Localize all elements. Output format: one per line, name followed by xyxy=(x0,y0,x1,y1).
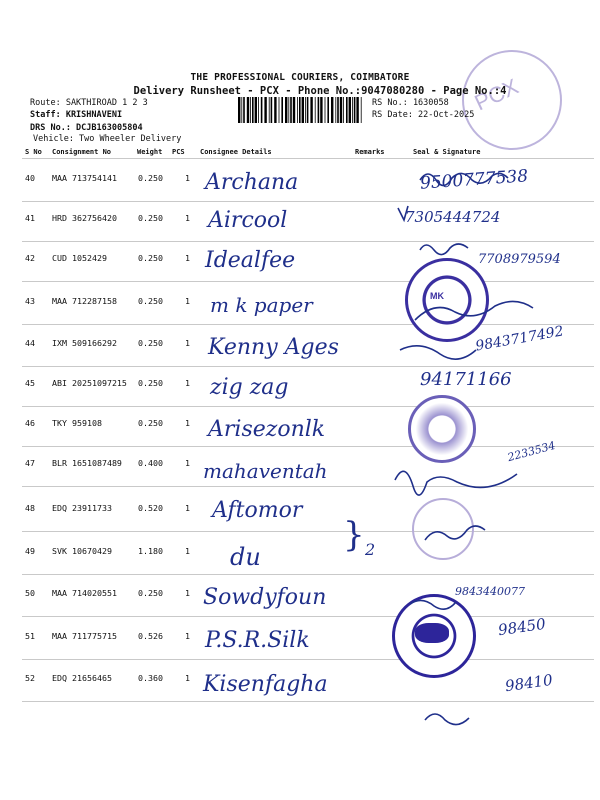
consignee-handwriting: mahaventah xyxy=(203,459,328,483)
row-pcs: 1 xyxy=(185,418,190,428)
row-pcs: 1 xyxy=(185,338,190,348)
signature-handwriting: 9843717492 xyxy=(474,323,565,355)
signature-stroke xyxy=(425,714,469,725)
row-weight: 0.250 xyxy=(138,296,163,306)
col-remarks: Remarks xyxy=(355,148,385,156)
row-weight: 1.180 xyxy=(138,546,163,556)
signature-stroke xyxy=(410,600,456,609)
row-sno: 51 xyxy=(25,631,35,641)
row-weight: 0.520 xyxy=(138,503,163,513)
row-weight: 0.250 xyxy=(138,173,163,183)
signature-handwriting: 7708979594 xyxy=(478,252,561,267)
consignee-handwriting: Kenny Ages xyxy=(208,335,339,360)
signature-stroke xyxy=(398,206,408,220)
runsheet-title: Delivery Runsheet - PCX - Phone No.:9047080280 - Page No.:4 xyxy=(133,85,507,97)
row-sno: 41 xyxy=(25,213,35,223)
row-sno: 42 xyxy=(25,253,35,263)
row-sno: 46 xyxy=(25,418,35,428)
row-consignment-no: EDQ 21656465 xyxy=(52,673,112,683)
row-pcs: 1 xyxy=(185,296,190,306)
row-consignment-no: TKY 959108 xyxy=(52,418,102,428)
consignee-handwriting: Sowdyfoun xyxy=(203,585,327,610)
row-sno: 40 xyxy=(25,173,35,183)
signature-stroke xyxy=(420,244,468,255)
row-pcs: 1 xyxy=(185,631,190,641)
consignee-handwriting: m k paper xyxy=(210,293,313,317)
signature-handwriting: 9500777538 xyxy=(419,166,529,194)
consignee-handwriting: Idealfee xyxy=(205,248,296,273)
bracket-note: } xyxy=(343,515,365,555)
signature-stroke xyxy=(415,301,533,320)
row-consignment-no: IXM 509166292 xyxy=(52,338,117,348)
signature-handwriting: 7305444724 xyxy=(405,208,501,226)
signature-handwriting: 94171166 xyxy=(420,369,512,390)
row-consignment-no: SVK 10670429 xyxy=(52,546,112,556)
row-sno: 43 xyxy=(25,296,35,306)
consignee-handwriting: Archana xyxy=(205,170,299,195)
route-line: Route: SAKTHIROAD 1 2 3 xyxy=(30,98,148,108)
row-sno: 48 xyxy=(25,503,35,513)
signature-handwriting: 98410 xyxy=(503,670,554,696)
signature-stroke xyxy=(420,173,508,185)
row-consignment-no: CUD 1052429 xyxy=(52,253,107,263)
consignee-handwriting: P.S.R.Silk xyxy=(205,628,310,653)
col-pcs: PCS xyxy=(172,148,185,156)
row-pcs: 1 xyxy=(185,673,190,683)
pcx-stamp-text: PCX xyxy=(470,73,523,116)
row-pcs: 1 xyxy=(185,503,190,513)
row-weight: 0.250 xyxy=(138,378,163,388)
mk-paper-palace-seal: MK xyxy=(405,258,489,342)
col-seal: Seal & Signature xyxy=(413,148,481,156)
signature-handwriting: 2233534 xyxy=(506,438,557,465)
row-sno: 52 xyxy=(25,673,35,683)
signature-stroke xyxy=(425,526,485,540)
row-weight: 0.250 xyxy=(138,253,163,263)
col-sno: S No xyxy=(25,148,42,156)
row-sno: 49 xyxy=(25,546,35,556)
consignee-handwriting: Kisenfagha xyxy=(203,672,328,697)
row-consignment-no: MAA 714020551 xyxy=(52,588,117,598)
consignee-handwriting: Aftomor xyxy=(212,498,303,523)
row-pcs: 1 xyxy=(185,546,190,556)
row-consignment-no: MAA 712287158 xyxy=(52,296,117,306)
row-weight: 0.526 xyxy=(138,631,163,641)
col-consignee: Consignee Details xyxy=(200,148,272,156)
row-consignment-no: MAA 711775715 xyxy=(52,631,117,641)
signature-stroke xyxy=(400,346,476,359)
row-weight: 0.250 xyxy=(138,588,163,598)
row-weight: 0.250 xyxy=(138,418,163,428)
row-consignment-no: MAA 713754141 xyxy=(52,173,117,183)
row-weight: 0.360 xyxy=(138,673,163,683)
row-pcs: 1 xyxy=(185,458,190,468)
row-pcs: 1 xyxy=(185,173,190,183)
row-sno: 45 xyxy=(25,378,35,388)
row-consignment-no: BLR 1651087489 xyxy=(52,458,122,468)
consignee-handwriting: Aircool xyxy=(208,208,288,233)
signature-handwriting: 98450 xyxy=(496,614,547,640)
bracket-number: 2 xyxy=(365,540,376,559)
drs-line: DRS No.: DCJB163005804 xyxy=(30,123,143,133)
row-sno: 50 xyxy=(25,588,35,598)
row-pcs: 1 xyxy=(185,588,190,598)
row-weight: 0.250 xyxy=(138,213,163,223)
vehicle-line: Vehicle: Two Wheeler Delivery xyxy=(33,134,182,144)
col-consignment: Consignment No xyxy=(52,148,112,156)
row-pcs: 1 xyxy=(185,378,190,388)
row-consignment-no: HRD 362756420 xyxy=(52,213,117,223)
row-weight: 0.400 xyxy=(138,458,163,468)
col-weight: Weight xyxy=(137,148,163,156)
row-pcs: 1 xyxy=(185,213,190,223)
company-title: THE PROFESSIONAL COURIERS, COIMBATORE xyxy=(190,72,410,83)
row-consignment-no: ABI 20251097215 xyxy=(52,378,127,388)
row-sno: 44 xyxy=(25,338,35,348)
signature-handwriting: 9843440077 xyxy=(455,585,525,598)
rs-date: RS Date: 22-Oct-2025 xyxy=(372,110,475,120)
consignee-handwriting: Arisezonlk xyxy=(208,417,326,442)
row-sno: 47 xyxy=(25,458,35,468)
row-pcs: 1 xyxy=(185,253,190,263)
row-weight: 0.250 xyxy=(138,338,163,348)
signature-stroke xyxy=(395,471,517,495)
rs-number: RS No.: 1630058 xyxy=(372,98,449,108)
row-consignment-no: EDQ 23911733 xyxy=(52,503,112,513)
staff-line: Staff: KRISHNAVENI xyxy=(30,110,123,120)
consignee-handwriting: du xyxy=(230,543,261,571)
consignee-handwriting: zig zag xyxy=(210,375,289,400)
